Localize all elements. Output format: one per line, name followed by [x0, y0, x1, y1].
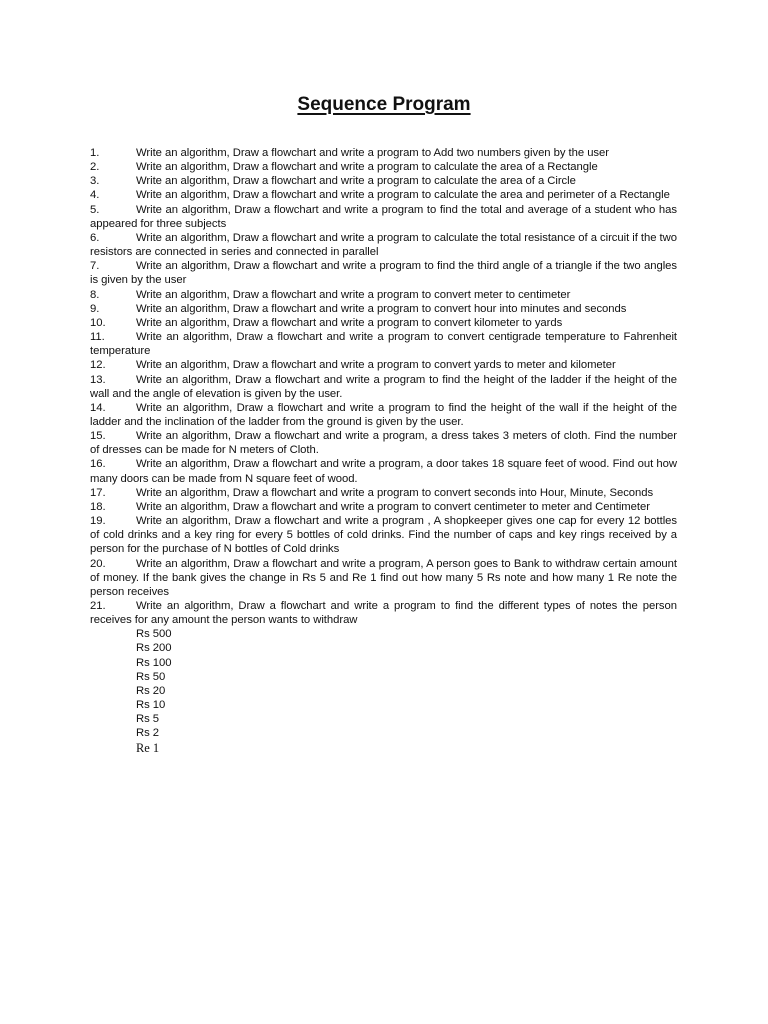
question-item: [90, 486, 677, 500]
question-text: Write an algorithm, Draw a flowchart and write a program to find the third angle of a triangle if the two angles is given by the user: [90, 260, 677, 287]
question-number: 17.: [90, 486, 106, 499]
question-item: [90, 288, 677, 302]
question-text: Write an algorithm, Draw a flowchart and write a program to Add two numbers given by the user: [136, 147, 609, 159]
denomination-list: [136, 627, 677, 754]
denomination-item: Rs 20: [136, 684, 166, 697]
question-item: [90, 160, 677, 174]
question-item: [90, 146, 677, 160]
question-text: Write an algorithm, Draw a flowchart and write a program, a dress takes 3 meters of cloth. Find the number of dresses can be made for N meters of Cloth.: [90, 430, 677, 457]
question-number: 1.: [90, 147, 100, 159]
question-item: [90, 514, 677, 556]
denomination-item: Rs 200: [136, 642, 172, 655]
question-number: 19.: [90, 515, 106, 528]
question-text: Write an algorithm, Draw a flowchart and write a program to calculate the area of a Circle: [136, 175, 576, 188]
question-number: 15.: [90, 430, 106, 443]
question-text: Write an algorithm, Draw a flowchart and write a program to convert kilometer to yards: [136, 316, 563, 329]
denomination-item: Rs 50: [136, 670, 166, 683]
question-item: [90, 557, 677, 599]
question-text: Write an algorithm, Draw a flowchart and write a program , A shopkeeper gives one cap for every 12 bottles of cold drinks and a key ring for every 5 bottles of cold drinks. Find the number of caps and key rings received by a person for the purchase of N bottles of Cold drinks: [90, 515, 677, 556]
question-number: 12.: [90, 359, 106, 372]
question-item: [90, 401, 677, 429]
question-number: 14.: [90, 401, 106, 414]
question-number: 3.: [90, 175, 100, 188]
question-text: Write an algorithm, Draw a flowchart and write a program to find the total and average of a student who has appeared for three subjects: [90, 203, 677, 230]
question-number: 20.: [90, 557, 106, 570]
question-item: [90, 302, 677, 316]
question-number: 11.: [90, 331, 105, 344]
question-text: Write an algorithm, Draw a flowchart and write a program to calculate the area and perimeter of a Rectangle: [136, 189, 670, 202]
question-text: Write an algorithm, Draw a flowchart and write a program to find the height of the ladder if the height of the wall and the angle of elevation is given by the user.: [90, 373, 677, 400]
question-text: Write an algorithm, Draw a flowchart and write a program to convert centigrade temperature to Fahrenheit temperature: [90, 331, 677, 358]
question-item: [90, 174, 677, 188]
question-text: Write an algorithm, Draw a flowchart and write a program to find the different types of notes the person receives for any amount the person wants to withdraw: [90, 600, 677, 627]
question-number: 9.: [90, 302, 100, 315]
question-number: 7.: [90, 260, 100, 273]
question-item: [90, 373, 677, 401]
denomination-item: Rs 5: [136, 713, 160, 726]
question-text: Write an algorithm, Draw a flowchart and write a program to convert centimeter to meter and Centimeter: [136, 500, 650, 513]
denomination-item: Rs 100: [136, 656, 172, 669]
question-number: 8.: [90, 288, 100, 301]
question-text: Write an algorithm, Draw a flowchart and write a program to convert seconds into Hour, Minute, Seconds: [136, 486, 654, 499]
question-item: [90, 188, 677, 202]
question-number: 21.: [90, 600, 106, 612]
page-title: Sequence Program: [297, 94, 471, 115]
question-item: [90, 231, 677, 259]
question-list: [90, 146, 677, 755]
question-number: 4.: [90, 189, 100, 202]
denomination-item: Re 1: [136, 740, 160, 755]
denomination-item: Rs 500: [136, 628, 172, 641]
denomination-item: Rs 10: [136, 699, 166, 712]
question-item: [90, 429, 677, 457]
question-text: Write an algorithm, Draw a flowchart and write a program to calculate the total resistance of a circuit if the two resistors are connected in series and connected in parallel: [90, 231, 677, 259]
question-item: [90, 599, 677, 627]
question-item: [90, 500, 677, 514]
question-number: 5.: [90, 203, 100, 216]
question-item: [90, 457, 677, 485]
question-text: Write an algorithm, Draw a flowchart and write a program to convert hour into minutes and seconds: [136, 302, 627, 315]
denomination-item: Rs 2: [136, 727, 160, 740]
question-number: 10.: [90, 316, 106, 329]
question-text: Write an algorithm, Draw a flowchart and write a program to convert yards to meter and kilometer: [136, 359, 616, 372]
question-text: Write an algorithm, Draw a flowchart and write a program, a door takes 18 square feet of wood. Find out how many doors can be made from N square feet of wood.: [90, 458, 677, 485]
question-text: Write an algorithm, Draw a flowchart and write a program to find the height of the wall if the height of the ladder and the inclination of the ladder from the ground is given by the user.: [90, 401, 677, 428]
question-text: Write an algorithm, Draw a flowchart and write a program, A person goes to Bank to withdraw certain amount of money. If the bank gives the change in Rs 5 and Re 1 find out how many 5 Rs note and how many 1 Re note the person receives: [90, 557, 677, 598]
question-item: [90, 316, 677, 330]
question-item: [90, 358, 677, 372]
question-text: Write an algorithm, Draw a flowchart and write a program to convert meter to centimeter: [136, 288, 571, 301]
question-item: [90, 203, 677, 231]
question-number: 6.: [90, 231, 100, 244]
question-number: 2.: [90, 161, 100, 174]
question-number: 16.: [90, 458, 106, 471]
question-item: [90, 330, 677, 358]
question-number: 18.: [90, 500, 106, 513]
question-number: 13.: [90, 373, 106, 386]
question-item: [90, 259, 677, 287]
question-text: Write an algorithm, Draw a flowchart and write a program to calculate the area of a Rectangle: [136, 161, 598, 174]
